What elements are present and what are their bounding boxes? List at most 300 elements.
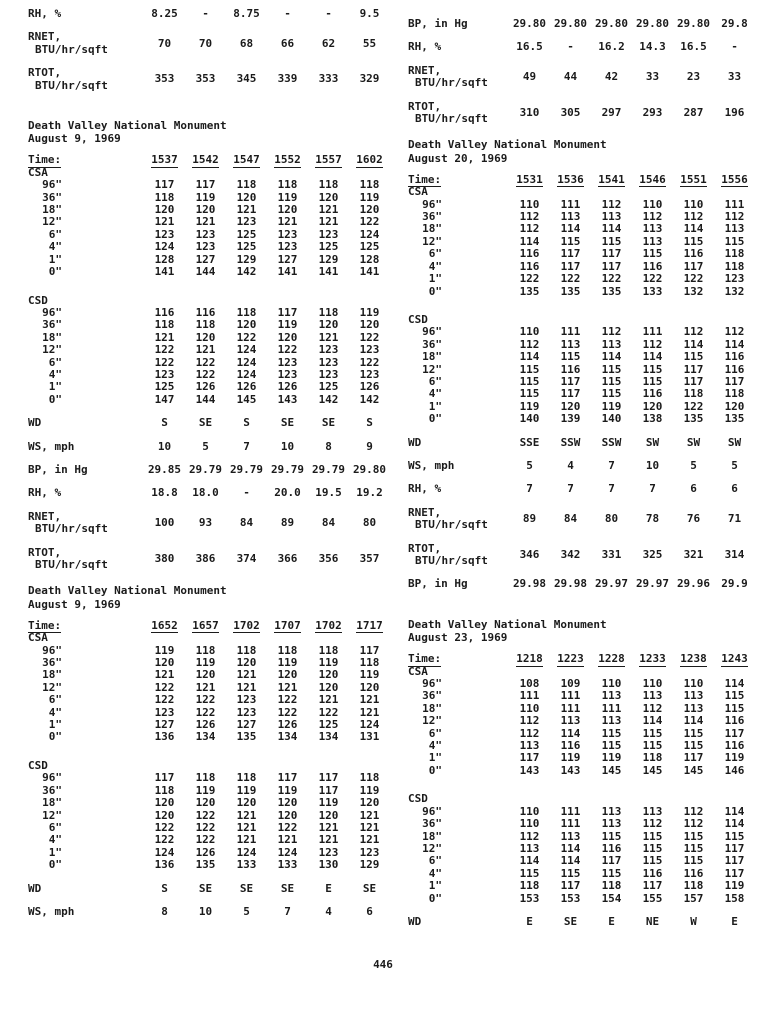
time-value-text: 1551 <box>680 172 707 186</box>
depth-row <box>408 740 764 752</box>
value-cells <box>144 266 394 278</box>
metric-value: 196 <box>724 105 745 119</box>
reading-value: 120 <box>277 668 298 682</box>
metric-value: 44 <box>563 70 578 84</box>
value-cells <box>144 369 394 381</box>
metric-label <box>28 417 144 429</box>
reading-value: 121 <box>236 833 257 847</box>
metric-row <box>408 65 764 90</box>
reading-value: 120 <box>277 330 298 344</box>
reading-value: 121 <box>277 215 298 229</box>
reading-value: 110 <box>519 701 540 715</box>
metric-label <box>28 31 144 56</box>
metric-value: 89 <box>522 511 537 525</box>
sensor-group-csa <box>28 167 394 279</box>
depth-label <box>28 834 144 846</box>
metric-value: - <box>731 40 738 54</box>
reading-value: 127 <box>236 718 257 732</box>
reading-value: 117 <box>724 841 745 855</box>
metric-value: 29.79 <box>311 462 346 476</box>
depth-label-text: 36" <box>42 783 62 797</box>
value-cells <box>144 487 394 499</box>
metric-value: S <box>243 416 250 430</box>
reading-value: 112 <box>519 829 540 843</box>
time-label <box>408 653 509 665</box>
reading-value: 111 <box>560 701 581 715</box>
metric-label <box>28 906 144 918</box>
reading-value: 113 <box>560 829 581 843</box>
reading-value: 113 <box>560 714 581 728</box>
reading-value: 122 <box>277 343 298 357</box>
time-label-text: Time: <box>28 153 62 167</box>
reading-value: 116 <box>560 362 581 376</box>
depth-label-text: 1" <box>48 845 62 859</box>
reading-value: 122 <box>683 272 704 286</box>
reading-value: 121 <box>318 833 339 847</box>
metric-value: SSW <box>560 435 581 449</box>
reading-value: 117 <box>560 374 581 388</box>
reading-value: 123 <box>318 845 339 859</box>
reading-value: 119 <box>277 318 298 332</box>
value-cells <box>144 254 394 266</box>
value-cells <box>509 715 764 727</box>
reading-value: 117 <box>519 751 540 765</box>
value-cells <box>509 388 764 400</box>
time-label-text: Time: <box>408 172 442 186</box>
reading-value: 122 <box>601 272 622 286</box>
depth-label <box>28 772 144 784</box>
reading-value: 124 <box>154 240 175 254</box>
reading-value: 113 <box>560 210 581 224</box>
value-cells <box>144 319 394 331</box>
site-name: Death Valley National Monument <box>28 584 227 598</box>
reading-value: 120 <box>154 808 175 822</box>
reading-value: 115 <box>601 739 622 753</box>
time-value-text: 1707 <box>274 618 301 632</box>
metric-value: 5 <box>526 458 533 472</box>
reading-value: 117 <box>724 374 745 388</box>
value-cells <box>144 241 394 253</box>
depth-label-text: 36" <box>422 689 442 703</box>
depth-label <box>28 369 144 381</box>
time-value <box>226 620 267 632</box>
reading-value: 120 <box>195 796 216 810</box>
depth-label-text: 1" <box>428 399 442 413</box>
value-cells <box>144 204 394 216</box>
value-cells <box>509 223 764 235</box>
reading-value: 121 <box>154 668 175 682</box>
depth-label-text: 12" <box>42 215 62 229</box>
metric-row <box>28 417 394 429</box>
depth-label-text: 96" <box>422 325 442 339</box>
reading-value: 112 <box>683 804 704 818</box>
depth-label <box>408 236 509 248</box>
reading-value: 146 <box>724 763 745 777</box>
time-value <box>509 653 550 665</box>
time-value <box>550 174 591 186</box>
reading-value: 115 <box>642 829 663 843</box>
reading-value: 122 <box>359 330 380 344</box>
value-cells <box>509 273 764 285</box>
reading-value: 121 <box>318 215 339 229</box>
metric-value: 19.5 <box>315 486 342 500</box>
depth-label <box>408 690 509 702</box>
metric-label-text: RH, % <box>408 40 442 54</box>
value-cells <box>144 357 394 369</box>
value-cells <box>509 765 764 777</box>
reading-value: 121 <box>195 680 216 694</box>
metric-value: 80 <box>362 515 377 529</box>
time-value-text: 1552 <box>274 153 301 167</box>
reading-value: 133 <box>277 858 298 872</box>
value-cells <box>509 71 764 83</box>
reading-value: 113 <box>519 841 540 855</box>
reading-value: 113 <box>601 337 622 351</box>
metric-value: SE <box>198 416 213 430</box>
metric-row <box>28 464 394 476</box>
value-cells <box>509 549 764 561</box>
metric-value: 29.97 <box>635 577 670 591</box>
metric-label-text: BP, in Hg <box>408 17 468 30</box>
metric-value: 49 <box>522 70 537 84</box>
metric-sublabel-text: BTU/hr/sqft <box>35 522 108 536</box>
reading-value: 110 <box>519 325 540 339</box>
reading-value: 112 <box>601 197 622 211</box>
depth-label-text: 0" <box>48 265 62 279</box>
depth-label <box>408 261 509 273</box>
sensor-group-csd <box>28 760 394 872</box>
reading-value: 120 <box>642 399 663 413</box>
reading-value: 121 <box>154 330 175 344</box>
depth-label-text: 1" <box>428 751 442 765</box>
reading-value: 122 <box>560 272 581 286</box>
depth-label-text: 4" <box>48 367 62 381</box>
reading-value: 114 <box>560 726 581 740</box>
depth-label-text: 4" <box>428 739 442 753</box>
reading-value: 134 <box>195 730 216 744</box>
depth-label <box>408 740 509 752</box>
reading-value: 115 <box>519 387 540 401</box>
metric-sublabel-text: BTU/hr/sqft <box>35 558 108 571</box>
depth-label <box>28 394 144 406</box>
metric-row <box>408 483 764 495</box>
depth-label <box>408 248 509 260</box>
reading-value: 123 <box>195 227 216 241</box>
reading-value: 119 <box>519 399 540 413</box>
metric-row <box>28 441 394 453</box>
metric-value: 5 <box>690 458 697 472</box>
reading-value: 126 <box>277 380 298 394</box>
depth-label-text: 4" <box>428 866 442 880</box>
reading-value: 120 <box>236 318 257 332</box>
metric-value: NE <box>645 914 660 928</box>
reading-value: 117 <box>724 726 745 740</box>
reading-value: 123 <box>154 227 175 241</box>
reading-value: 117 <box>318 771 339 785</box>
time-value <box>632 174 673 186</box>
reading-value: 123 <box>318 227 339 241</box>
depth-label-text: 1" <box>428 272 442 286</box>
reading-value: 123 <box>236 693 257 707</box>
reading-value: 122 <box>195 820 216 834</box>
reading-value: 116 <box>519 247 540 261</box>
depth-label-text: 6" <box>48 355 62 369</box>
reading-value: 116 <box>724 739 745 753</box>
reading-value: 122 <box>195 355 216 369</box>
depth-label-text: 18" <box>422 350 442 364</box>
reading-value: 125 <box>236 240 257 254</box>
time-label-text: Time: <box>408 652 442 666</box>
reading-value: 115 <box>642 374 663 388</box>
value-cells <box>509 41 764 53</box>
reading-value: 134 <box>318 730 339 744</box>
section-header <box>408 618 764 644</box>
reading-value: 130 <box>318 858 339 872</box>
reading-value: 118 <box>318 305 339 319</box>
value-cells <box>509 460 764 472</box>
reading-value: 124 <box>236 355 257 369</box>
reading-value: 132 <box>724 284 745 298</box>
reading-value: 120 <box>318 668 339 682</box>
metric-value: 356 <box>318 551 339 565</box>
reading-value: 120 <box>560 399 581 413</box>
reading-value: 114 <box>642 350 663 364</box>
depth-label-text: 96" <box>42 771 62 785</box>
depth-row <box>28 319 394 331</box>
reading-value: 135 <box>236 730 257 744</box>
metric-label-text: RTOT, <box>28 66 62 80</box>
reading-value: 128 <box>359 252 380 266</box>
reading-value: 125 <box>359 240 380 254</box>
time-value <box>185 154 226 166</box>
reading-value: 115 <box>601 387 622 401</box>
metric-value: 4 <box>567 458 574 472</box>
reading-value: 145 <box>601 763 622 777</box>
metric-label-text: WS, mph <box>28 904 75 918</box>
metric-row <box>408 41 764 53</box>
time-value <box>144 154 185 166</box>
metric-value: SW <box>727 435 742 449</box>
metric-value: SSW <box>601 435 622 449</box>
metric-row <box>408 543 764 568</box>
value-cells <box>144 332 394 344</box>
reading-value: 116 <box>642 866 663 880</box>
reading-value: 136 <box>154 858 175 872</box>
depth-row <box>28 179 394 191</box>
depth-label <box>28 810 144 822</box>
metric-value: 29.98 <box>553 577 588 591</box>
value-cells <box>144 694 394 706</box>
metric-label <box>408 483 509 495</box>
metric-label <box>28 464 144 476</box>
depth-label-text: 1" <box>428 879 442 893</box>
value-cells <box>144 553 394 565</box>
value-cells <box>144 517 394 529</box>
reading-value: 119 <box>601 751 622 765</box>
reading-value: 119 <box>560 751 581 765</box>
metric-value: SW <box>645 435 660 449</box>
depth-row <box>408 376 764 388</box>
reading-value: 118 <box>277 178 298 192</box>
depth-label-text: 18" <box>422 222 442 236</box>
reading-value: 124 <box>236 845 257 859</box>
reading-value: 144 <box>195 392 216 406</box>
reading-value: 121 <box>195 215 216 229</box>
reading-value: 115 <box>519 374 540 388</box>
depth-label-text: 96" <box>422 804 442 818</box>
depth-label-text: 12" <box>422 841 442 855</box>
reading-value: 111 <box>601 701 622 715</box>
metric-row <box>28 511 394 536</box>
metric-value: 7 <box>608 458 615 472</box>
reading-value: 144 <box>195 265 216 279</box>
reading-value: 113 <box>601 714 622 728</box>
depth-row <box>408 678 764 690</box>
reading-value: 113 <box>601 210 622 224</box>
value-cells <box>144 417 394 429</box>
reading-value: 122 <box>154 680 175 694</box>
metric-value: 333 <box>318 72 339 86</box>
reading-value: 120 <box>195 203 216 217</box>
value-cells <box>144 719 394 731</box>
reading-value: 113 <box>519 739 540 753</box>
reading-value: 115 <box>519 362 540 376</box>
metric-value: 18.8 <box>151 486 178 500</box>
reading-value: 120 <box>724 399 745 413</box>
time-value-text: 1546 <box>639 172 666 186</box>
sensor-group-csd <box>408 314 764 426</box>
depth-label-text: 18" <box>422 829 442 843</box>
reading-value: 155 <box>642 891 663 905</box>
reading-value: 117 <box>642 879 663 893</box>
reading-value: 119 <box>359 190 380 204</box>
value-cells <box>509 690 764 702</box>
reading-value: 114 <box>724 677 745 691</box>
metric-value: 16.5 <box>516 40 543 54</box>
depth-row <box>408 388 764 400</box>
reading-value: 135 <box>560 284 581 298</box>
metric-value: 310 <box>519 105 540 119</box>
group-label: CSD <box>408 312 428 326</box>
reading-value: 116 <box>195 305 216 319</box>
reading-value: 110 <box>519 804 540 818</box>
reading-value: 123 <box>359 845 380 859</box>
reading-value: 119 <box>195 656 216 670</box>
metric-value: 23 <box>686 70 701 84</box>
section-date: August 9, 1969 <box>28 597 121 611</box>
time-value <box>673 174 714 186</box>
metric-value: - <box>243 486 250 500</box>
reading-value: 133 <box>642 284 663 298</box>
reading-value: 123 <box>277 367 298 381</box>
value-cells <box>509 437 764 449</box>
depth-label <box>28 254 144 266</box>
metric-value: 84 <box>563 511 578 525</box>
site-name: Death Valley National Monument <box>408 617 607 631</box>
metric-row <box>408 18 764 30</box>
metric-value: 7 <box>649 482 656 496</box>
reading-value: 110 <box>683 677 704 691</box>
metric-value: 8.25 <box>151 7 178 20</box>
depth-label-text: 6" <box>428 854 442 868</box>
reading-value: 123 <box>277 227 298 241</box>
reading-value: 113 <box>560 337 581 351</box>
metric-value: E <box>731 914 738 928</box>
metric-value: 29.80 <box>352 462 387 476</box>
metric-value: 70 <box>198 36 213 50</box>
value-cells <box>509 818 764 830</box>
depth-row <box>408 413 764 425</box>
reading-value: 121 <box>318 693 339 707</box>
reading-value: 108 <box>519 677 540 691</box>
reading-value: 117 <box>601 247 622 261</box>
reading-value: 121 <box>236 668 257 682</box>
depth-row <box>408 199 764 211</box>
time-row <box>408 174 764 186</box>
depth-label-text: 4" <box>428 387 442 401</box>
metric-value: 380 <box>154 551 175 565</box>
reading-value: 122 <box>195 693 216 707</box>
metric-value: 29.80 <box>512 17 547 30</box>
reading-value: 123 <box>318 367 339 381</box>
metric-value: 29.98 <box>512 577 547 591</box>
reading-value: 120 <box>195 668 216 682</box>
depth-label <box>408 818 509 830</box>
reading-value: 111 <box>560 197 581 211</box>
metric-sublabel-text: BTU/hr/sqft <box>35 78 108 92</box>
reading-value: 115 <box>601 234 622 248</box>
reading-value: 115 <box>724 701 745 715</box>
reading-value: 117 <box>560 879 581 893</box>
time-value <box>349 154 390 166</box>
reading-value: 117 <box>195 178 216 192</box>
reading-value: 120 <box>236 796 257 810</box>
reading-value: 123 <box>277 240 298 254</box>
reading-value: 123 <box>724 272 745 286</box>
metric-row <box>28 883 394 895</box>
reading-value: 115 <box>683 234 704 248</box>
reading-value: 122 <box>195 833 216 847</box>
metric-value: 29.8 <box>721 17 748 30</box>
value-cells <box>509 248 764 260</box>
reading-value: 123 <box>154 705 175 719</box>
metric-label <box>408 916 509 928</box>
reading-value: 113 <box>601 689 622 703</box>
value-cells <box>509 578 764 590</box>
metric-value: 29.9 <box>721 577 748 591</box>
reading-value: 145 <box>683 763 704 777</box>
depth-label <box>28 669 144 681</box>
reading-value: 117 <box>277 771 298 785</box>
depth-label-text: 1" <box>48 380 62 394</box>
section-header <box>28 119 394 145</box>
reading-value: 131 <box>359 730 380 744</box>
reading-value: 120 <box>195 330 216 344</box>
metric-sublabel-text: BTU/hr/sqft <box>415 554 488 567</box>
time-value <box>673 653 714 665</box>
depth-label <box>408 286 509 298</box>
reading-value: 120 <box>359 318 380 332</box>
reading-value: 114 <box>601 350 622 364</box>
metric-value: 366 <box>277 551 298 565</box>
metric-row <box>408 578 764 590</box>
metric-value: 16.2 <box>598 40 625 54</box>
metric-value: 71 <box>727 511 742 525</box>
reading-value: 124 <box>359 718 380 732</box>
depth-label-text: 36" <box>422 210 442 224</box>
metric-label-text: WS, mph <box>408 458 455 472</box>
metric-value: 29.85 <box>147 462 182 476</box>
